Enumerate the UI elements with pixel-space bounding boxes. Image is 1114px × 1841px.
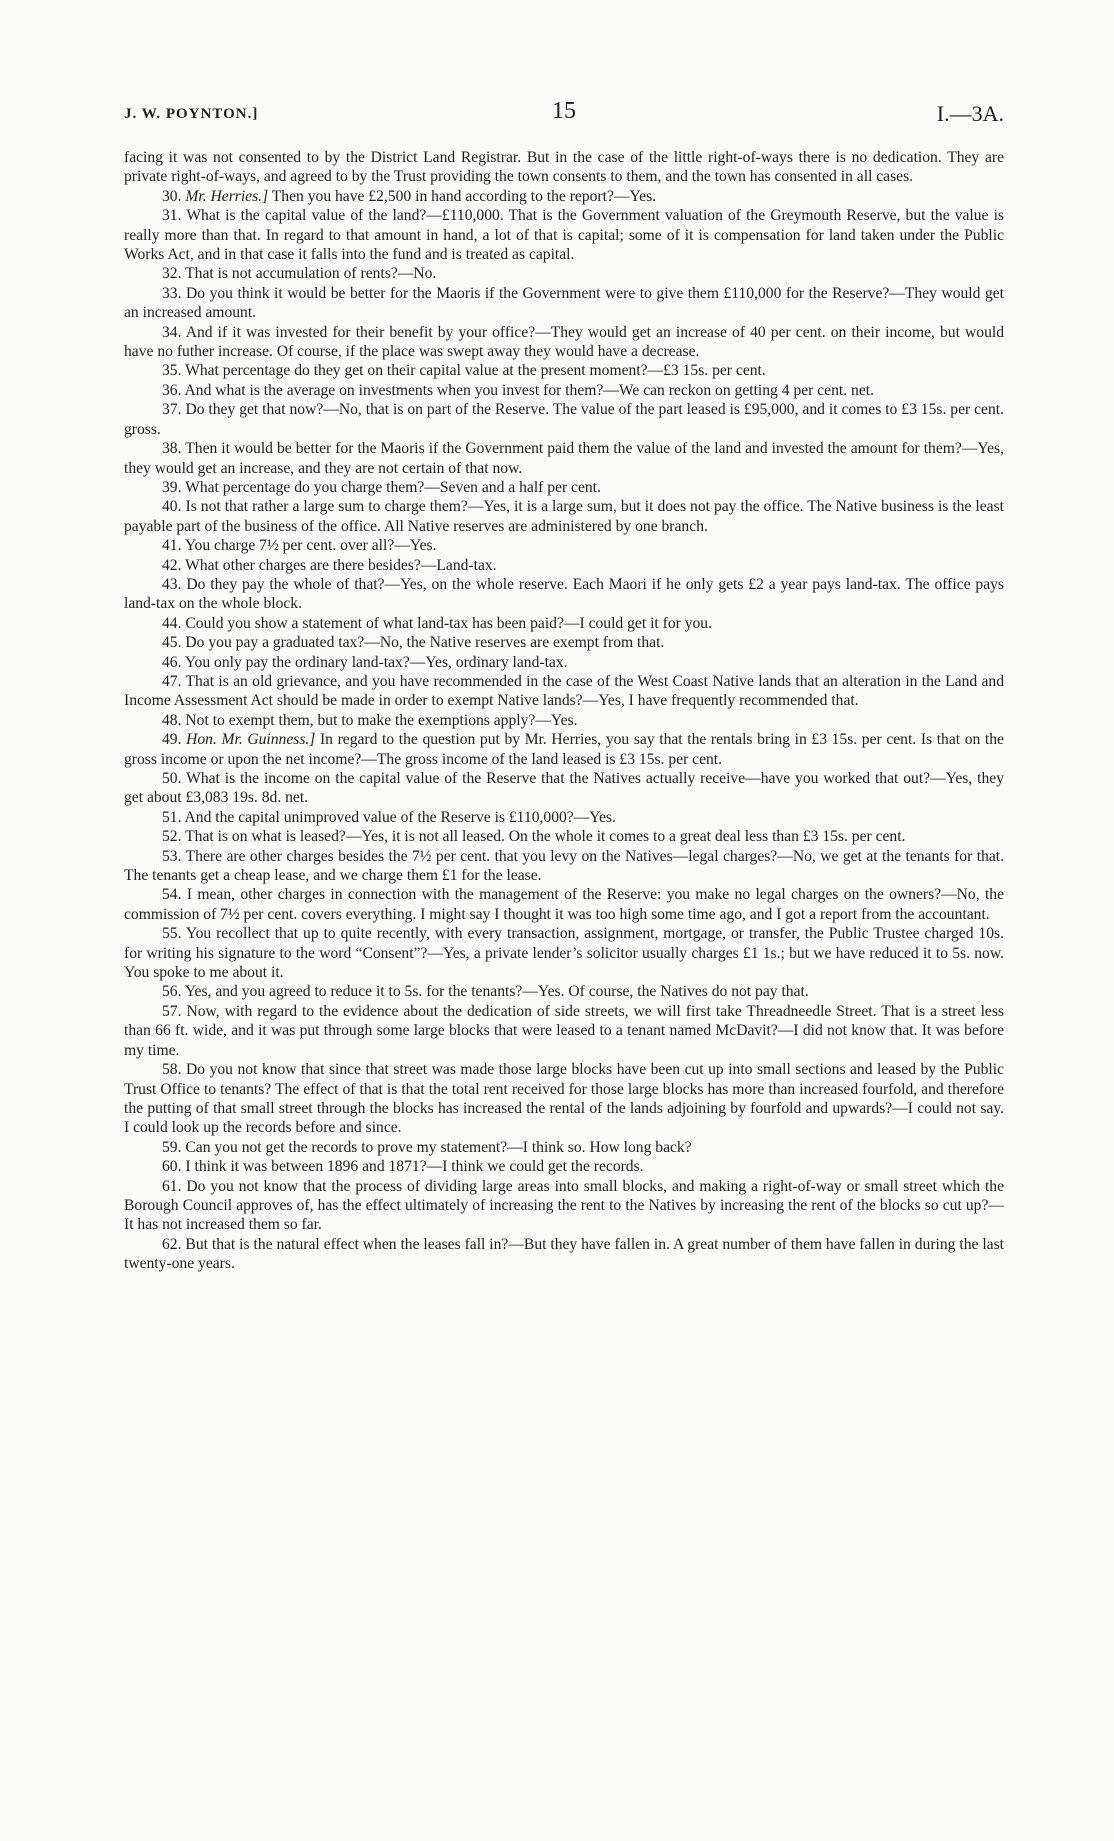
testimony-paragraph [124, 148, 1004, 187]
paragraph-text: facing it was not consented to by the District Land Registrar. But in the case of the little right-of-ways there is no dedication. They are private right-of-ways, and agreed to by the Trust providing the town consents to them, and the town has consented in all cases. [124, 149, 1004, 186]
paragraph-text: I mean, other charges in connection with the management of the Reserve: you make no legal charges on the owners?—No, the commission of 7½ per cent. covers everything. I might say I thought it was too high some time ago, and I got a report from the accountant. [124, 886, 1004, 923]
question-number: 37. [162, 401, 182, 419]
testimony-paragraph [124, 1002, 1004, 1060]
testimony-paragraph [124, 769, 1004, 808]
paragraph-text: Do you not know that since that street was made those large blocks have been cut up into small sections and leased by the Public Trust Office to tenants? The effect of that is that the total rent received for those large blocks has more than increased fourfold, and therefore the putting of that small street through the blocks has increased the rental of the lands adjoining by fourfold and upwards?—I could not say. I could look up the records before and since. [124, 1061, 1005, 1137]
paragraph-text: What percentage do they get on their capital value at the present moment?—£3 15s. per cent. [185, 362, 766, 380]
question-number: 36. [162, 381, 182, 399]
page-header [124, 98, 1004, 134]
testimony-paragraph [124, 653, 1004, 672]
speaker-name: Mr. Herries.] [185, 187, 269, 205]
paragraph-text: Not to exempt them, but to make the exemptions apply?—Yes. [185, 711, 578, 729]
paragraph-text: You only pay the ordinary land-tax?—Yes, ordinary land-tax. [184, 653, 568, 671]
paragraph-text: Do you pay a graduated tax?—No, the Native reserves are exempt from that. [185, 634, 665, 652]
question-number: 59. [162, 1138, 182, 1156]
question-number: 33. [162, 284, 182, 302]
question-number: 52. [162, 828, 182, 846]
testimony-paragraph [124, 633, 1004, 652]
witness-name: J. W. POYNTON.] [124, 106, 259, 122]
question-number: 35. [162, 362, 182, 380]
testimony-paragraph [124, 711, 1004, 730]
page-number: 15 [552, 98, 576, 124]
testimony-paragraph [124, 924, 1004, 982]
question-number: 39. [162, 478, 182, 496]
question-number: 38. [162, 440, 182, 458]
question-number: 62. [162, 1235, 182, 1253]
testimony-paragraph [124, 1060, 1004, 1138]
paragraph-text: That is an old grievance, and you have recommended in the case of the West Coast Native lands that an alteration in the Land and Income Assessment Act should be made in order to exempt Native lands?—Yes, I have frequently recommended that. [124, 672, 1004, 710]
testimony-paragraph [124, 497, 1004, 536]
paragraph-text: What is the capital value of the land?—£110,000. That is the Government valuation of the Greymouth Reserve, but the value is really more than that. In regard to that amount in hand, a lot of that is capital; some of it is compensation for land taken under the Public Works Act, and in that case it falls into the fund and is treated as capital. [124, 207, 1004, 264]
paper-reference: I.—3A. [936, 101, 1004, 126]
question-number: 41. [162, 537, 182, 555]
testimony-paragraph [124, 885, 1004, 924]
question-number: 43. [162, 575, 182, 593]
paragraph-text: You charge 7½ per cent. over all?—Yes. [184, 537, 437, 555]
paragraph-text: That is on what is leased?—Yes, it is not all leased. On the whole it comes to a great deal less than £3 15s. per cent. [185, 828, 906, 846]
testimony-paragraph [124, 536, 1004, 555]
paragraph-text: I think it was between 1896 and 1871?—I think we could get the records. [185, 1158, 644, 1176]
testimony-paragraph [124, 361, 1004, 380]
question-number: 55. [162, 925, 182, 943]
paragraph-text: Can you not get the records to prove my statement?—I think so. How long back? [185, 1138, 692, 1156]
testimony-paragraph [124, 827, 1004, 846]
paragraph-text: What is the income on the capital value of the Reserve that the Natives actually receive—have you worked that out?—Yes, they get about £3,083 19s. 8d. net. [124, 770, 1004, 807]
paragraph-text: Do they pay the whole of that?—Yes, on the whole reserve. Each Maori if he only gets £2 a year pays land-tax. The office pays land-tax on the whole block. [124, 575, 1004, 613]
question-number: 31. [162, 207, 182, 225]
paragraph-text: But that is the natural effect when the leases fall in?—But they have fallen in. A great number of them have fallen in during the last twenty-one years. [124, 1235, 1004, 1273]
testimony-paragraph [124, 206, 1004, 264]
testimony-paragraph [124, 672, 1004, 711]
testimony-paragraph [124, 439, 1004, 478]
question-number: 49. [162, 731, 182, 749]
testimony-paragraph [124, 400, 1004, 439]
testimony-paragraph [124, 478, 1004, 497]
question-number: 58. [162, 1061, 182, 1079]
testimony-paragraph [124, 808, 1004, 827]
question-number: 50. [162, 770, 182, 787]
paragraph-text: You recollect that up to quite recently, with every transaction, assignment, mortgage, or transfer, the Public Trustee charged 10s. for writing his signature to the word “Consent”?—Yes, a private lender’s solicitor usually charges £1 1s.; but we have reduced it to 5s. now. You spoke to me about it. [124, 925, 1004, 982]
paragraph-text: And what is the average on investments when you invest for them?—We can reckon on getting 4 per cent. net. [184, 381, 874, 399]
paragraph-text: Then you have £2,500 in hand according to the report?—Yes. [271, 187, 657, 205]
paragraph-text: Yes, and you agreed to reduce it to 5s. for the tenants?—Yes. Of course, the Natives do not pay that. [184, 983, 809, 1001]
testimony-paragraph [124, 187, 1004, 206]
paragraph-text: There are other charges besides the 7½ per cent. that you levy on the Natives—legal charges?—No, we get at the tenants for that. The tenants get a cheap lease, and we charge them £1 for the lease. [124, 847, 1004, 885]
question-number: 60. [162, 1158, 182, 1176]
question-number: 57. [162, 1002, 182, 1020]
question-number: 47. [162, 672, 182, 690]
question-number: 40. [162, 498, 182, 516]
paragraph-text: Do you not know that the process of dividing large areas into small blocks, and making a right-of-way or small street which the Borough Council approves of, has the effect ultimately of increasing the rent to the Natives by increasing the rent of the blocks so cut up?—It has not increased them so far. [124, 1177, 1004, 1234]
testimony-paragraph [124, 1138, 1004, 1157]
testimony-paragraph [124, 614, 1004, 633]
paragraph-text: And if it was invested for their benefit by your office?—They would get an increase of 40 per cent. on their income, but would have no futher increase. Of course, if the place was swept away they would have a decrease. [124, 323, 1004, 361]
question-number: 53. [162, 847, 182, 865]
testimony-paragraph [124, 982, 1004, 1001]
testimony-paragraph [124, 284, 1004, 323]
question-number: 61. [162, 1177, 182, 1195]
paragraph-text: What other charges are there besides?—Land-tax. [185, 556, 497, 574]
paragraph-text: Then it would be better for the Maoris if the Government paid them the value of the land and invested the amount for them?—Yes, they would get an increase, and they are not certain of that now. [124, 440, 1004, 477]
paragraph-text: In regard to the question put by Mr. Herries, you say that the rentals bring in £3 15s. per cent. Is that on the gross income or upon the net income?—The gross income of the land leased is £3 15s. per cent. [124, 731, 1004, 768]
testimony-paragraph [124, 847, 1004, 886]
testimony-paragraph [124, 264, 1004, 283]
question-number: 30. [162, 187, 182, 205]
document-page [124, 98, 1004, 1274]
question-number: 45. [162, 634, 182, 652]
question-number: 48. [162, 711, 182, 729]
testimony-paragraph [124, 730, 1004, 769]
paragraph-text: What percentage do you charge them?—Seven and a half per cent. [185, 478, 601, 496]
testimony-body [124, 148, 1004, 1274]
testimony-paragraph [124, 575, 1004, 614]
testimony-paragraph [124, 1235, 1004, 1274]
question-number: 54. [162, 886, 182, 904]
question-number: 51. [162, 808, 182, 826]
paragraph-text: Is not that rather a large sum to charge them?—Yes, it is a large sum, but it does not pay the office. The Native business is the least payable part of the business of the office. All Native reserves are administered by one branch. [124, 498, 1004, 535]
question-number: 56. [162, 983, 182, 1001]
paragraph-text: Could you show a statement of what land-tax has been paid?—I could get it for you. [185, 614, 712, 632]
paragraph-text: Do they get that now?—No, that is on part of the Reserve. The value of the part leased is £95,000, and it comes to £3 15s. per cent. gross. [124, 401, 1004, 438]
question-number: 42. [162, 556, 182, 574]
testimony-paragraph [124, 1157, 1004, 1176]
paragraph-text: That is not accumulation of rents?—No. [185, 265, 437, 283]
testimony-paragraph [124, 1177, 1004, 1235]
paragraph-text: And the capital unimproved value of the Reserve is £110,000?—Yes. [184, 808, 616, 826]
testimony-paragraph [124, 381, 1004, 400]
question-number: 32. [162, 265, 182, 283]
paragraph-text: Now, with regard to the evidence about the dedication of side streets, we will first take Threadneedle Street. That is a street less than 66 ft. wide, and it was put through some large blocks that were leased to a tenant named McDavit?—I did not know that. It was before my time. [124, 1002, 1004, 1059]
paragraph-text: Do you think it would be better for the Maoris if the Government were to give them £110,000 for the Reserve?—They would get an increased amount. [124, 284, 1004, 322]
testimony-paragraph [124, 323, 1004, 362]
question-number: 44. [162, 614, 182, 632]
testimony-paragraph [124, 556, 1004, 575]
question-number: 46. [162, 653, 182, 671]
question-number: 34. [162, 323, 182, 341]
speaker-name: Hon. Mr. Guinness.] [186, 731, 316, 749]
